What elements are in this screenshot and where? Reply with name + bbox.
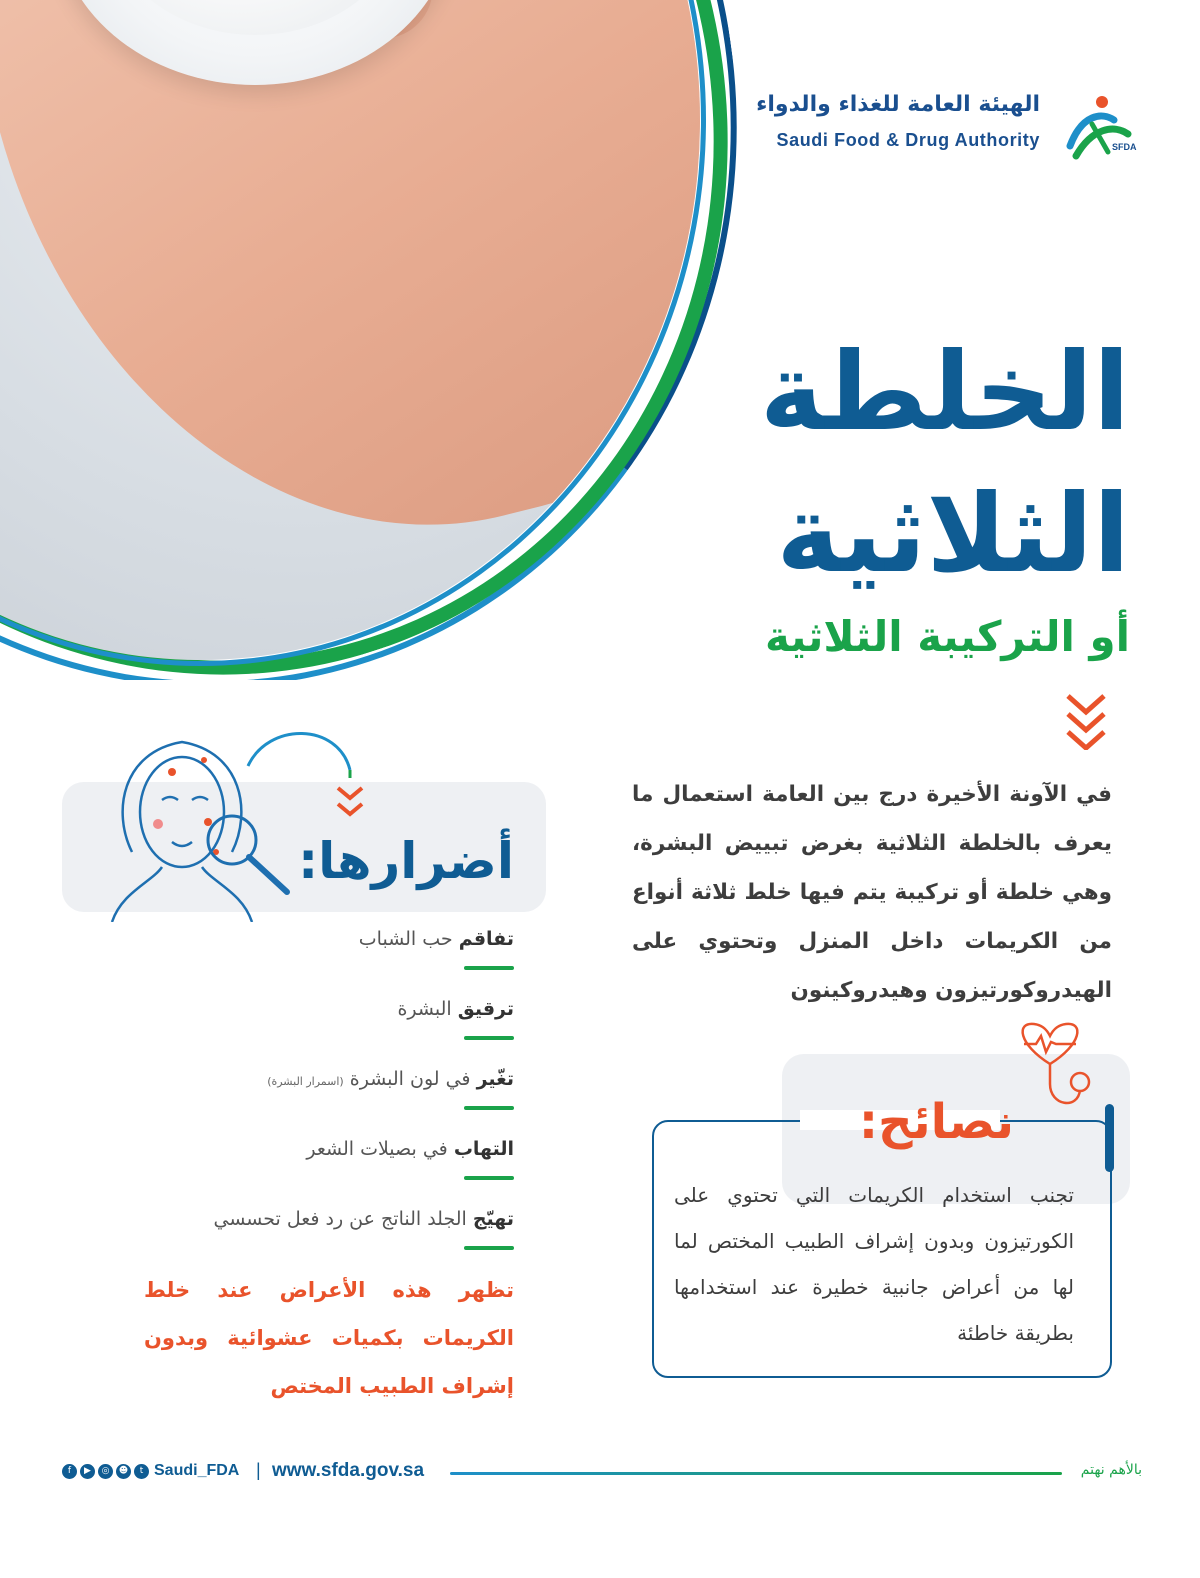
harm-description: في لون البشرة [349, 1068, 471, 1090]
green-underline [464, 1176, 514, 1180]
instagram-icon[interactable]: ◎ [98, 1464, 113, 1479]
green-underline [464, 1106, 514, 1110]
footer-separator: | [256, 1460, 261, 1480]
harm-description: حب الشباب [358, 928, 453, 950]
list-item [94, 1068, 514, 1138]
title-line-2: الثلاثية [776, 472, 1130, 597]
logo-mark-text: SFDA [1112, 142, 1137, 152]
page-title [570, 322, 1130, 606]
harm-description: البشرة [397, 998, 452, 1020]
green-underline [464, 1246, 514, 1250]
tips-title: نصائح: [858, 1094, 1014, 1150]
social-handle[interactable]: Saudi_FDA [154, 1462, 240, 1479]
intro-paragraph: في الآونة الأخيرة درج بين العامة استعمال ما يعرف بالخلطة الثلاثية بغرض تبييض البشرة، وهي خلطة أو تركيبة يتم فيها خلط ثلاثة أنواع من الكريمات داخل المنزل وتحتوي على الهيدروكورتيزون وهيدروكينون [632, 782, 1112, 1003]
harm-description: الجلد الناتج عن رد فعل تحسسي [213, 1208, 467, 1230]
sfda-emblem-icon [1062, 94, 1140, 164]
harm-keyword: تغّير [476, 1068, 514, 1090]
page-subtitle: أو التركيبة الثلاثية [765, 612, 1130, 661]
harms-warning: تظهر هذه الأعراض عند خلط الكريمات بكميات عشوائية وبدون إشراف الطبيب المختص [144, 1278, 514, 1398]
double-chevron-down-icon [1064, 690, 1108, 750]
footer-divider [450, 1472, 1062, 1475]
sfda-logo [740, 92, 1140, 172]
harm-note: (اسمرار البشرة) [267, 1075, 344, 1088]
harms-list [94, 928, 514, 1278]
harm-description: في بصيلات الشعر [306, 1138, 448, 1160]
twitter-icon[interactable]: t [134, 1464, 149, 1479]
harm-keyword: تهيّج [472, 1208, 514, 1230]
footer-slogan: بالأهم نهتم [1080, 1462, 1142, 1478]
logo-name-arabic: الهيئة العامة للغذاء والدواء [756, 92, 1040, 117]
logo-name-english: Saudi Food & Drug Authority [776, 130, 1040, 150]
tips-paragraph: تجنب استخدام الكريمات التي تحتوي على الكورتيزون وبدون إشراف الطبيب المختص لما لها من أعراض جانبية خطيرة عند استخدامها بطريقة خاطئة [674, 1183, 1074, 1345]
facebook-icon[interactable]: f [62, 1464, 77, 1479]
harm-keyword: ترقيق [457, 998, 514, 1020]
arrow-arc-icon [238, 726, 368, 836]
youtube-icon[interactable]: ▶ [80, 1464, 95, 1479]
tips-frame-accent [1105, 1104, 1114, 1172]
green-underline [464, 1036, 514, 1040]
harm-keyword: التهاب [453, 1138, 514, 1160]
snapchat-icon[interactable]: ☻ [116, 1464, 131, 1479]
footer [62, 1460, 1142, 1490]
harms-title: أضرارها: [298, 832, 514, 890]
list-item [94, 998, 514, 1068]
green-underline [464, 966, 514, 970]
list-item [94, 1138, 514, 1208]
harm-keyword: تفاقم [458, 928, 514, 950]
list-item [94, 928, 514, 998]
website-link[interactable]: www.sfda.gov.sa [272, 1460, 425, 1481]
title-line-1: الخلطة [759, 330, 1130, 455]
social-icons [62, 1464, 149, 1479]
